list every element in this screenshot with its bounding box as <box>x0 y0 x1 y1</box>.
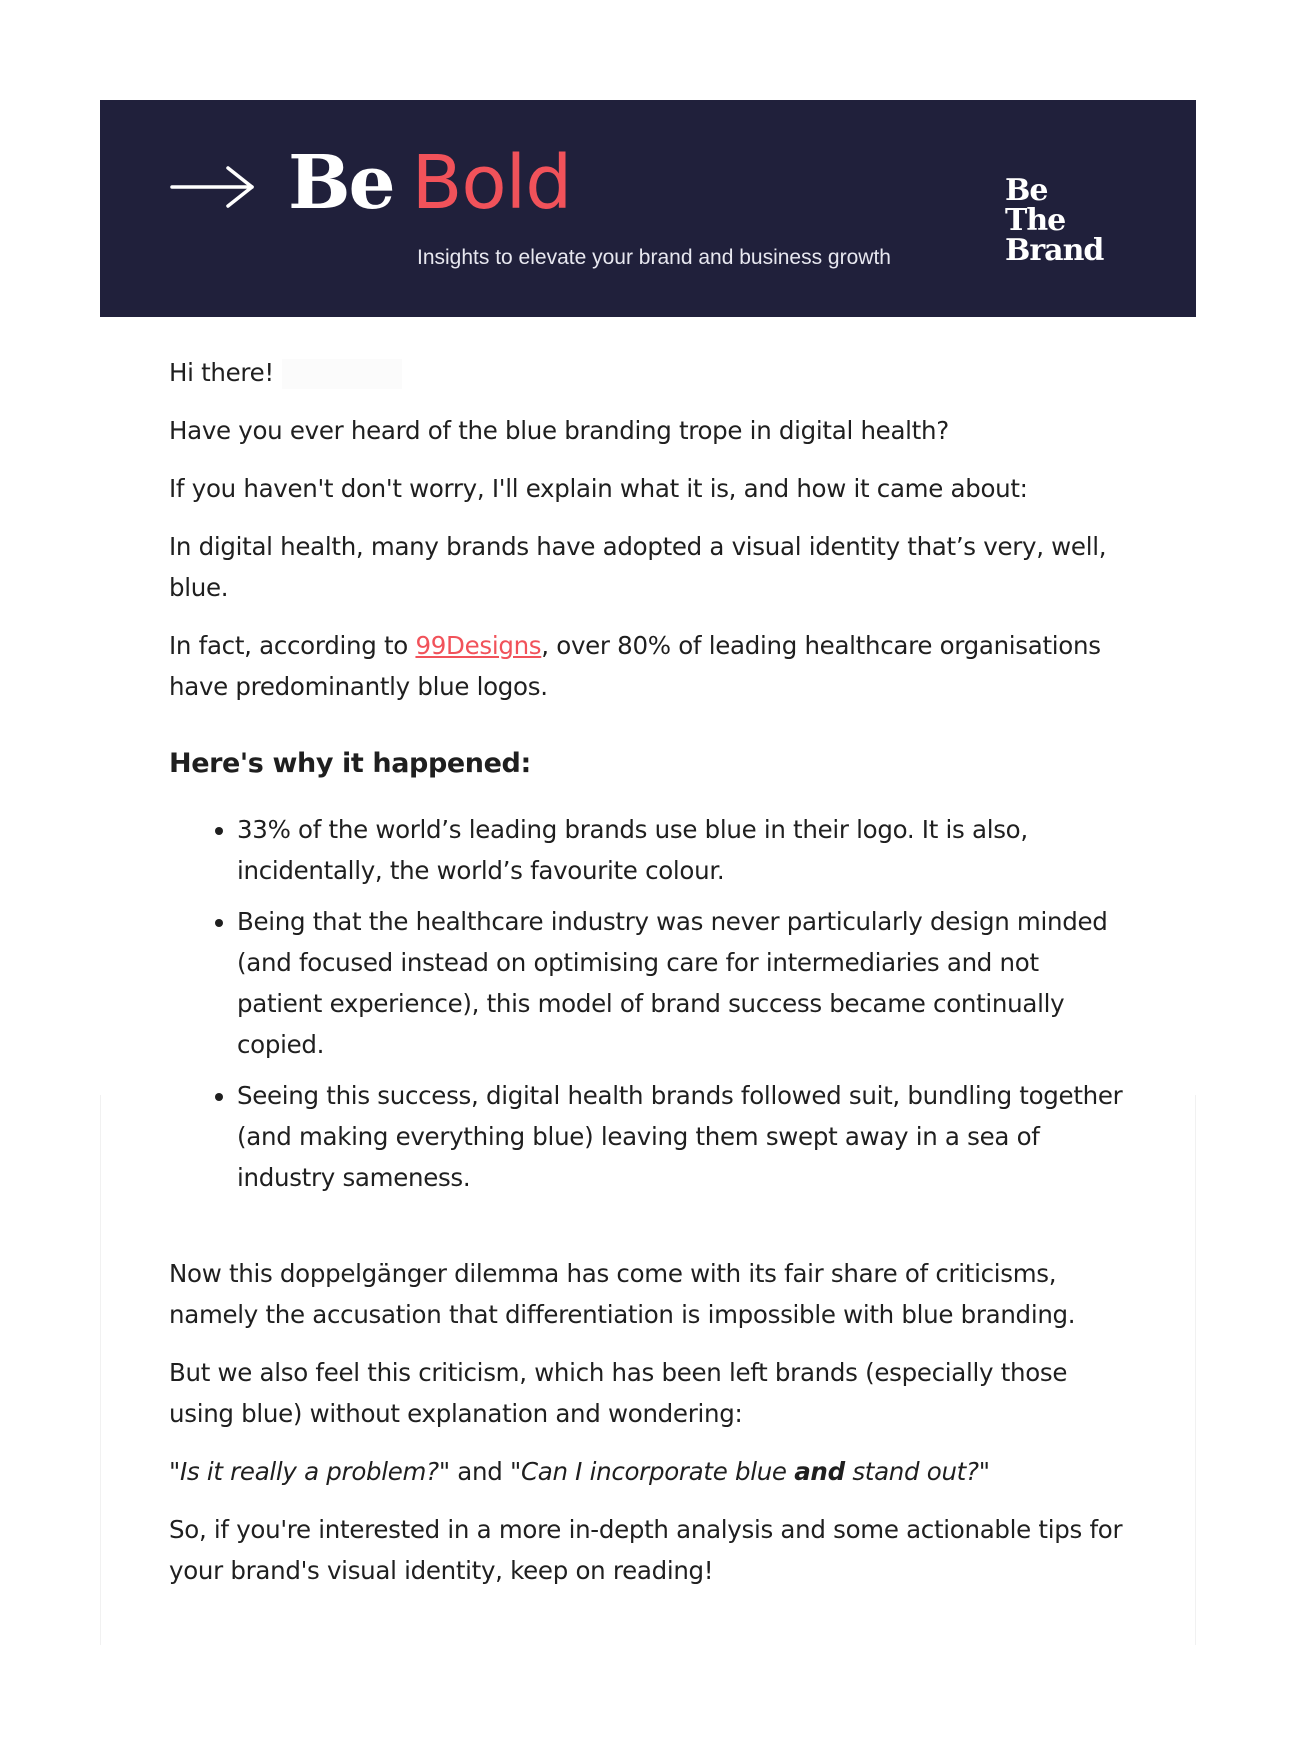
greeting-text: Hi there! <box>169 358 274 387</box>
list-item: • Being that the healthcare industry was never particularly design minded (and focused instead on optimising care for intermediaries and not patient experience), this model of brand success became continually copied. <box>237 901 1129 1065</box>
question-joiner: and <box>449 1457 510 1486</box>
question-2-start: "Can I incorporate blue <box>509 1457 795 1486</box>
question-2 <box>510 1457 990 1486</box>
paragraph-explain: If you haven't don't worry, I'll explain what it is, and how it came about: <box>169 474 1028 503</box>
reasons-list <box>169 809 1129 1198</box>
paragraph-questions <box>169 1451 1129 1492</box>
content-border-left <box>100 1095 101 1645</box>
redacted-name <box>282 359 402 389</box>
logo-line-1: Be <box>1005 173 1048 208</box>
paragraph-statistic <box>169 625 1129 707</box>
list-item: • 33% of the world’s leading brands use blue in their logo. It is also, incidentally, the world’s favourite colour. <box>237 809 1129 891</box>
question-2-emphasis: and <box>794 1457 845 1486</box>
statistic-lead: In fact, according to <box>169 631 416 660</box>
section-heading: Here's why it happened: <box>169 748 531 779</box>
banner-subtitle: Insights to elevate your brand and business growth <box>417 246 891 269</box>
be-the-brand-logo <box>1005 173 1104 268</box>
99designs-link[interactable]: 99Designs <box>415 631 542 660</box>
header-banner <box>100 100 1196 317</box>
paragraph-criticism: But we also feel this criticism, which has been left brands (especially those using blue) without explanation and wondering: <box>169 1358 1068 1428</box>
title-be: Be <box>288 140 394 226</box>
logo-line-2: The <box>1005 203 1066 238</box>
banner-title <box>288 140 572 226</box>
paragraph-visual-identity: In digital health, many brands have adopted a visual identity that’s very, well, blue. <box>169 532 1107 602</box>
title-bold: Bold <box>411 140 572 226</box>
greeting <box>169 352 1129 393</box>
logo-line-3: Brand <box>1005 233 1104 268</box>
question-2-end: stand out?" <box>844 1457 990 1486</box>
paragraph-dilemma: Now this doppelgänger dilemma has come with its fair share of criticisms, namely the accusation that differentiation is impossible with blue branding. <box>169 1259 1076 1329</box>
email-body <box>169 352 1129 1608</box>
right-arrow-icon <box>170 165 256 209</box>
question-1: "Is it really a problem?" <box>169 1457 450 1486</box>
paragraph-intro: Have you ever heard of the blue branding trope in digital health? <box>169 416 949 445</box>
content-border-right <box>1195 1095 1196 1645</box>
paragraph-cta: So, if you're interested in a more in-depth analysis and some actionable tips for your brand's visual identity, keep on reading! <box>169 1515 1123 1585</box>
list-item: • Seeing this success, digital health brands followed suit, bundling together (and making everything blue) leaving them swept away in a sea of industry sameness. <box>237 1075 1129 1198</box>
statistic-rest: , over 80% of leading healthcare organisations have predominantly blue logos. <box>169 631 1101 701</box>
